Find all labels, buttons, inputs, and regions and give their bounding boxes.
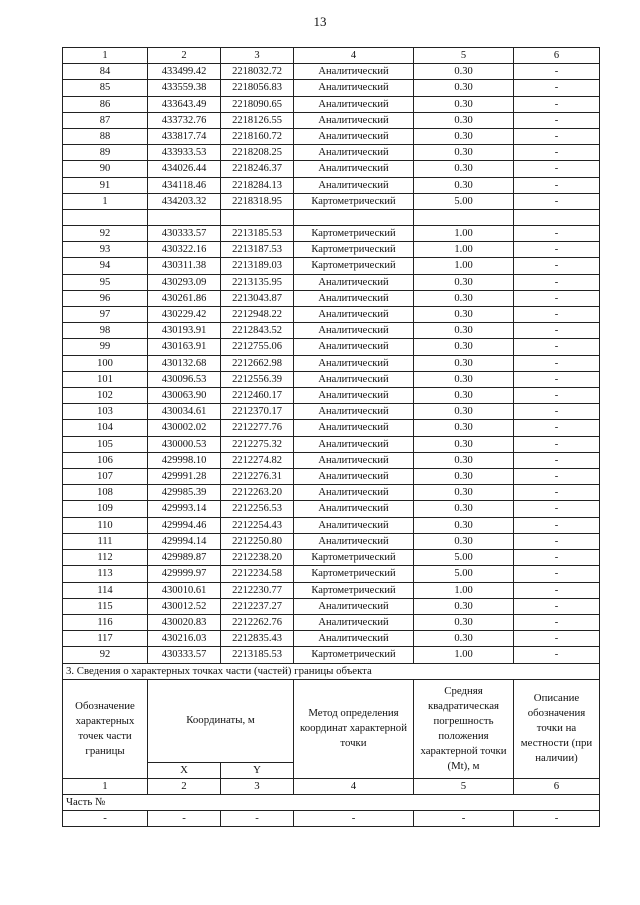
table-cell: 84 <box>63 64 148 80</box>
table-cell: - <box>514 388 600 404</box>
table-cell: 430012.52 <box>148 598 221 614</box>
table-row <box>63 517 600 533</box>
empty-separator-row <box>63 210 600 226</box>
table-cell: Аналитический <box>294 129 414 145</box>
table-cell: 5.00 <box>414 550 514 566</box>
table-cell: - <box>514 614 600 630</box>
table-cell: 0.30 <box>414 371 514 387</box>
table-cell: 2213185.53 <box>221 226 294 242</box>
table-cell: 95 <box>63 274 148 290</box>
table-cell: - <box>514 193 600 209</box>
table-cell: 93 <box>63 242 148 258</box>
table-cell: 2212662.98 <box>221 355 294 371</box>
table-row <box>63 258 600 274</box>
table-row <box>63 274 600 290</box>
table-cell: 0.30 <box>414 420 514 436</box>
table-cell: 2212556.39 <box>221 371 294 387</box>
table-cell: 2218056.83 <box>221 80 294 96</box>
table-cell: 2213185.53 <box>221 647 294 663</box>
table-row <box>63 242 600 258</box>
table-cell: 107 <box>63 469 148 485</box>
table-cell: 2218284.13 <box>221 177 294 193</box>
table-row <box>63 420 600 436</box>
table-cell: 1.00 <box>414 647 514 663</box>
table-cell: 96 <box>63 290 148 306</box>
table-cell: Аналитический <box>294 177 414 193</box>
table-cell: 0.30 <box>414 80 514 96</box>
coordinates-table <box>62 47 600 827</box>
table-cell: 0.30 <box>414 290 514 306</box>
table-cell: 5.00 <box>414 193 514 209</box>
table-cell: Аналитический <box>294 404 414 420</box>
table-cell: 110 <box>63 517 148 533</box>
table-cell: Аналитический <box>294 614 414 630</box>
table-cell: - <box>514 582 600 598</box>
table-cell: 430020.83 <box>148 614 221 630</box>
table-cell: 429993.14 <box>148 501 221 517</box>
table-row <box>63 226 600 242</box>
table-row <box>63 469 600 485</box>
col-number: 1 <box>63 48 148 64</box>
table-cell: Картометрический <box>294 566 414 582</box>
table-cell: - <box>514 80 600 96</box>
table-cell: - <box>514 145 600 161</box>
table-cell: 0.30 <box>414 96 514 112</box>
table-row <box>63 145 600 161</box>
table-cell: - <box>514 501 600 517</box>
table-cell: 102 <box>63 388 148 404</box>
table-cell: Картометрический <box>294 242 414 258</box>
table-cell: Аналитический <box>294 290 414 306</box>
table-cell: 5.00 <box>414 566 514 582</box>
table-row <box>63 355 600 371</box>
table-cell: - <box>514 64 600 80</box>
table-cell: 2212237.27 <box>221 598 294 614</box>
table-cell: 0.30 <box>414 388 514 404</box>
table-cell: 0.30 <box>414 501 514 517</box>
table-cell: - <box>221 810 294 826</box>
table-cell: 430002.02 <box>148 420 221 436</box>
col-number: 2 <box>148 48 221 64</box>
table-cell: 0.30 <box>414 517 514 533</box>
table-cell: 2212234.58 <box>221 566 294 582</box>
table-cell: 109 <box>63 501 148 517</box>
table-cell: 0.30 <box>414 129 514 145</box>
table-cell: 115 <box>63 598 148 614</box>
table-cell: 2218126.55 <box>221 112 294 128</box>
table-cell: Аналитический <box>294 96 414 112</box>
table-cell: 0.30 <box>414 436 514 452</box>
table-cell: - <box>514 436 600 452</box>
table-cell: - <box>514 112 600 128</box>
table-cell: 1.00 <box>414 242 514 258</box>
table-cell: - <box>514 290 600 306</box>
table-row <box>63 582 600 598</box>
table-cell: - <box>514 598 600 614</box>
table-cell: 430096.53 <box>148 371 221 387</box>
table-cell: 117 <box>63 631 148 647</box>
table-cell: - <box>514 323 600 339</box>
table-cell: 430333.57 <box>148 226 221 242</box>
table-cell: 94 <box>63 258 148 274</box>
table-cell: 111 <box>63 533 148 549</box>
table-cell: 2218032.72 <box>221 64 294 80</box>
table-cell: 88 <box>63 129 148 145</box>
table-cell: Картометрический <box>294 226 414 242</box>
table-row <box>63 388 600 404</box>
table-cell: 2212274.82 <box>221 452 294 468</box>
table-cell: Аналитический <box>294 598 414 614</box>
table-cell: 116 <box>63 614 148 630</box>
table-cell: 429989.87 <box>148 550 221 566</box>
col-number: 4 <box>294 778 414 794</box>
table-cell: 91 <box>63 177 148 193</box>
table-row <box>63 501 600 517</box>
section3-header-row <box>63 679 600 762</box>
table-cell: 0.30 <box>414 485 514 501</box>
table-cell: Аналитический <box>294 323 414 339</box>
table-cell: Картометрический <box>294 550 414 566</box>
section3-title-row <box>63 663 600 679</box>
col-number: 6 <box>514 48 600 64</box>
table-cell: - <box>514 226 600 242</box>
table-cell: 433933.53 <box>148 145 221 161</box>
table-cell: 85 <box>63 80 148 96</box>
table-cell: Аналитический <box>294 145 414 161</box>
table-cell: 429985.39 <box>148 485 221 501</box>
table-cell: 434026.44 <box>148 161 221 177</box>
table-cell: 429994.14 <box>148 533 221 549</box>
header-x: X <box>148 762 221 778</box>
table-cell: 92 <box>63 226 148 242</box>
table-cell: 2212835.43 <box>221 631 294 647</box>
table-cell: 1.00 <box>414 582 514 598</box>
table-row <box>63 631 600 647</box>
table-cell: 0.30 <box>414 274 514 290</box>
table-row <box>63 550 600 566</box>
table-cell: - <box>514 274 600 290</box>
table-cell: - <box>514 355 600 371</box>
table-row <box>63 96 600 112</box>
table-cell: 0.30 <box>414 323 514 339</box>
table-cell: 429999.97 <box>148 566 221 582</box>
table-cell: Аналитический <box>294 80 414 96</box>
header-description: Описание обозначения точки на местности (при наличии) <box>514 679 600 778</box>
table-cell: 430163.91 <box>148 339 221 355</box>
table-cell: 2212370.17 <box>221 404 294 420</box>
table-cell: 2213135.95 <box>221 274 294 290</box>
table-row <box>63 533 600 549</box>
table-cell: 97 <box>63 307 148 323</box>
table-cell: Аналитический <box>294 371 414 387</box>
table-cell: 430132.68 <box>148 355 221 371</box>
table-cell: 0.30 <box>414 177 514 193</box>
table-cell: 2212263.20 <box>221 485 294 501</box>
table-cell: Аналитический <box>294 274 414 290</box>
table-cell: Аналитический <box>294 501 414 517</box>
table-cell: - <box>514 96 600 112</box>
header-method: Метод определения координат характерной точки <box>294 679 414 778</box>
table-cell: Аналитический <box>294 469 414 485</box>
table-cell: Аналитический <box>294 64 414 80</box>
table-cell: Картометрический <box>294 193 414 209</box>
table-cell: 0.30 <box>414 64 514 80</box>
table-cell: 430193.91 <box>148 323 221 339</box>
table-cell: 430322.16 <box>148 242 221 258</box>
table-cell: 112 <box>63 550 148 566</box>
table-cell: 0.30 <box>414 452 514 468</box>
col-number: 5 <box>414 778 514 794</box>
table-cell: 2212948.22 <box>221 307 294 323</box>
table-cell: Аналитический <box>294 631 414 647</box>
table-cell: Аналитический <box>294 533 414 549</box>
table-cell: - <box>514 517 600 533</box>
table-cell: 434203.32 <box>148 193 221 209</box>
table-cell: Аналитический <box>294 307 414 323</box>
table-cell: 433817.74 <box>148 129 221 145</box>
table-row <box>63 647 600 663</box>
table-cell: 430034.61 <box>148 404 221 420</box>
table-cell: 1 <box>63 193 148 209</box>
header-y: Y <box>221 762 294 778</box>
table-row <box>63 129 600 145</box>
table-cell: - <box>514 631 600 647</box>
table-cell: 113 <box>63 566 148 582</box>
table-row <box>63 436 600 452</box>
header-accuracy: Средняя квадратическая погрешность положения характерной точки (Mt), м <box>414 679 514 778</box>
table-cell: 433643.49 <box>148 96 221 112</box>
table-cell: 430293.09 <box>148 274 221 290</box>
table-cell: 0.30 <box>414 404 514 420</box>
col-number: 3 <box>221 778 294 794</box>
table-cell: 0.30 <box>414 307 514 323</box>
table-cell: 0.30 <box>414 145 514 161</box>
table-cell: 433499.42 <box>148 64 221 80</box>
table-cell: 0.30 <box>414 112 514 128</box>
table-cell: Аналитический <box>294 485 414 501</box>
table-cell: Аналитический <box>294 436 414 452</box>
table-cell: Картометрический <box>294 582 414 598</box>
table-cell: - <box>294 810 414 826</box>
table-cell: 429998.10 <box>148 452 221 468</box>
table-cell: 2218160.72 <box>221 129 294 145</box>
table-cell: Аналитический <box>294 517 414 533</box>
table-cell: - <box>514 485 600 501</box>
table-row <box>63 566 600 582</box>
part-data-row <box>63 810 600 826</box>
table-cell: Аналитический <box>294 112 414 128</box>
col-number: 1 <box>63 778 148 794</box>
table-cell: 106 <box>63 452 148 468</box>
table-cell: - <box>514 177 600 193</box>
table-cell: - <box>514 452 600 468</box>
table-row <box>63 161 600 177</box>
col-number: 2 <box>148 778 221 794</box>
table-cell: Аналитический <box>294 161 414 177</box>
table-cell: 2218208.25 <box>221 145 294 161</box>
table-cell: 2212276.31 <box>221 469 294 485</box>
table-cell: 90 <box>63 161 148 177</box>
table-cell: Аналитический <box>294 420 414 436</box>
table-row <box>63 404 600 420</box>
table-cell: 0.30 <box>414 355 514 371</box>
table-cell: 2213043.87 <box>221 290 294 306</box>
section3-title: 3. Сведения о характерных точках части (частей) границы объекта <box>63 663 600 679</box>
header-point-designation: Обозначение характерных точек части границы <box>63 679 148 778</box>
table-row <box>63 112 600 128</box>
table-cell: - <box>514 550 600 566</box>
table-cell: 2212262.76 <box>221 614 294 630</box>
table-cell: 1.00 <box>414 226 514 242</box>
table-cell: 89 <box>63 145 148 161</box>
table-cell: - <box>414 810 514 826</box>
table-cell: 433559.38 <box>148 80 221 96</box>
table-cell: 2212277.76 <box>221 420 294 436</box>
table-cell: - <box>514 469 600 485</box>
table-row <box>63 598 600 614</box>
table-cell: Аналитический <box>294 388 414 404</box>
table-cell: 99 <box>63 339 148 355</box>
table-row <box>63 323 600 339</box>
table-cell: - <box>514 161 600 177</box>
table-cell: 430063.90 <box>148 388 221 404</box>
table-cell: 430333.57 <box>148 647 221 663</box>
table-cell: 2218318.95 <box>221 193 294 209</box>
table-cell: 108 <box>63 485 148 501</box>
table-cell: 0.30 <box>414 631 514 647</box>
table-cell: 0.30 <box>414 469 514 485</box>
table-cell: - <box>514 129 600 145</box>
table-row <box>63 177 600 193</box>
table-cell: - <box>148 810 221 826</box>
table-cell: 2212238.20 <box>221 550 294 566</box>
table-row <box>63 290 600 306</box>
table-cell: - <box>514 307 600 323</box>
col-number: 3 <box>221 48 294 64</box>
table-cell: 100 <box>63 355 148 371</box>
table-cell: 2212254.43 <box>221 517 294 533</box>
table-row <box>63 614 600 630</box>
col-number: 4 <box>294 48 414 64</box>
table-cell: 105 <box>63 436 148 452</box>
table-cell: - <box>514 533 600 549</box>
table-cell: 2218246.37 <box>221 161 294 177</box>
table-cell: - <box>514 404 600 420</box>
table-cell: 0.30 <box>414 598 514 614</box>
table-cell: 2212460.17 <box>221 388 294 404</box>
table-row <box>63 307 600 323</box>
table-cell: 2212256.53 <box>221 501 294 517</box>
col-number: 6 <box>514 778 600 794</box>
table-cell: 87 <box>63 112 148 128</box>
table-cell: 2212275.32 <box>221 436 294 452</box>
table-cell: - <box>63 810 148 826</box>
table-row <box>63 64 600 80</box>
col-number: 5 <box>414 48 514 64</box>
table-cell: 2213187.53 <box>221 242 294 258</box>
table-cell: 429994.46 <box>148 517 221 533</box>
table-cell: - <box>514 810 600 826</box>
table-cell: - <box>514 647 600 663</box>
table-cell: 92 <box>63 647 148 663</box>
part-label-row <box>63 794 600 810</box>
table-cell: - <box>514 258 600 274</box>
table-cell: 430216.03 <box>148 631 221 647</box>
column-number-row <box>63 48 600 64</box>
table-cell: 2218090.65 <box>221 96 294 112</box>
table-cell: Аналитический <box>294 339 414 355</box>
table-cell: - <box>514 566 600 582</box>
table-row <box>63 485 600 501</box>
table-cell: 2212755.06 <box>221 339 294 355</box>
table-cell: 2213189.03 <box>221 258 294 274</box>
table-cell: 430311.38 <box>148 258 221 274</box>
table-cell: Картометрический <box>294 647 414 663</box>
table-cell: 430229.42 <box>148 307 221 323</box>
table-cell: 98 <box>63 323 148 339</box>
table-cell: - <box>514 339 600 355</box>
table-cell: 434118.46 <box>148 177 221 193</box>
table-cell: Картометрический <box>294 258 414 274</box>
table-cell: 430000.53 <box>148 436 221 452</box>
table-cell: 2212250.80 <box>221 533 294 549</box>
table-row <box>63 80 600 96</box>
part-label: Часть № <box>63 794 600 810</box>
table-cell: 0.30 <box>414 339 514 355</box>
table-cell: Аналитический <box>294 355 414 371</box>
table-cell: 0.30 <box>414 533 514 549</box>
table-cell: 0.30 <box>414 614 514 630</box>
table-row <box>63 193 600 209</box>
table-cell: 103 <box>63 404 148 420</box>
table-cell: Аналитический <box>294 452 414 468</box>
page-number: 13 <box>313 14 327 29</box>
table-cell: - <box>514 371 600 387</box>
table-cell: - <box>514 242 600 258</box>
table-cell: 430010.61 <box>148 582 221 598</box>
table-cell: 2212230.77 <box>221 582 294 598</box>
table-cell: 1.00 <box>414 258 514 274</box>
table-row <box>63 452 600 468</box>
table-cell: 0.30 <box>414 161 514 177</box>
table-cell: 430261.86 <box>148 290 221 306</box>
table-cell: 433732.76 <box>148 112 221 128</box>
section3-number-row <box>63 778 600 794</box>
table-cell: 429991.28 <box>148 469 221 485</box>
table-cell: 86 <box>63 96 148 112</box>
table-row <box>63 371 600 387</box>
table-cell: 114 <box>63 582 148 598</box>
table-row <box>63 339 600 355</box>
table-cell: 2212843.52 <box>221 323 294 339</box>
table-cell: 104 <box>63 420 148 436</box>
table-cell: - <box>514 420 600 436</box>
header-coordinates: Координаты, м <box>148 679 294 762</box>
table-cell: 101 <box>63 371 148 387</box>
